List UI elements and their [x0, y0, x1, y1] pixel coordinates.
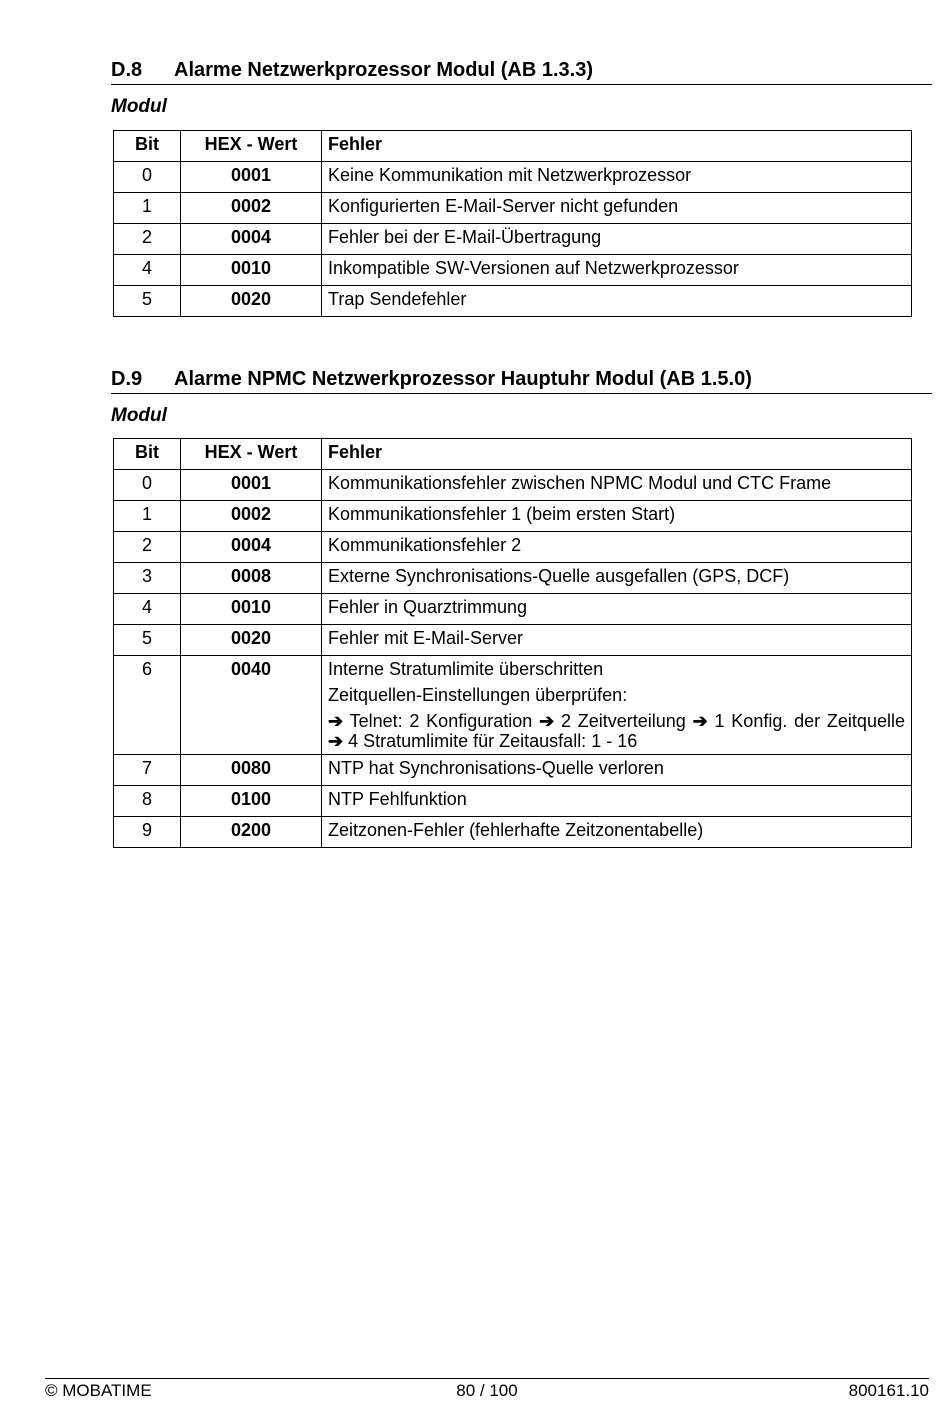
bit-cell: 9	[114, 817, 181, 848]
footer-copyright: © MOBATIME	[45, 1381, 152, 1400]
column-header-error: Fehler	[322, 131, 912, 162]
hex-cell: 0010	[181, 255, 322, 286]
bit-cell: 4	[114, 255, 181, 286]
arrow-right-icon: ➔	[328, 711, 344, 731]
error-cell: Fehler bei der E-Mail-Übertragung	[322, 224, 912, 255]
hex-cell: 0080	[181, 755, 322, 786]
hex-cell: 0008	[181, 563, 322, 594]
hex-cell: 0100	[181, 786, 322, 817]
table-row	[114, 193, 912, 224]
error-cell: Kommunikationsfehler 2	[322, 532, 912, 563]
column-header-hex: HEX - Wert	[181, 131, 322, 162]
page-footer	[45, 1378, 929, 1401]
section-heading-d8	[111, 58, 932, 85]
bit-cell: 5	[114, 286, 181, 317]
error-cell: Konfigurierten E-Mail-Server nicht gefunden	[322, 193, 912, 224]
column-header-bit: Bit	[114, 439, 181, 470]
table-row	[114, 563, 912, 594]
table-header-row	[114, 131, 912, 162]
section-title: Alarme NPMC Netzwerkprozessor Hauptuhr Modul (AB 1.5.0)	[174, 368, 752, 390]
error-cell: Kommunikationsfehler zwischen NPMC Modul und CTC Frame	[322, 470, 912, 501]
hex-cell: 0004	[181, 224, 322, 255]
hex-cell: 0002	[181, 193, 322, 224]
table-row	[114, 286, 912, 317]
hex-cell: 0001	[181, 162, 322, 193]
table-row	[114, 625, 912, 656]
table-row	[114, 255, 912, 286]
table-row	[114, 755, 912, 786]
bit-cell: 2	[114, 224, 181, 255]
subheading-modul: Modul	[111, 96, 167, 117]
hex-cell: 0004	[181, 532, 322, 563]
error-cell: Zeitzonen-Fehler (fehlerhafte Zeitzonentabelle)	[322, 817, 912, 848]
table-row	[114, 532, 912, 563]
table-row	[114, 594, 912, 625]
section-number: D.9	[111, 368, 143, 390]
table-row	[114, 786, 912, 817]
error-cell: Keine Kommunikation mit Netzwerkprozessor	[322, 162, 912, 193]
error-cell: NTP Fehlfunktion	[322, 786, 912, 817]
error-text: Interne Stratumlimite überschritten	[328, 659, 604, 679]
column-header-hex: HEX - Wert	[181, 439, 322, 470]
hex-cell: 0010	[181, 594, 322, 625]
error-cell: Externe Synchronisations-Quelle ausgefallen (GPS, DCF)	[322, 563, 912, 594]
hex-cell: 0002	[181, 501, 322, 532]
path-step: 1 Konfig. der Zeitquelle	[714, 711, 905, 731]
section-heading-d9	[111, 367, 932, 394]
alarm-table-d8	[113, 130, 912, 317]
bit-cell: 3	[114, 563, 181, 594]
subheading-modul: Modul	[111, 405, 167, 426]
error-cell: Inkompatible SW-Versionen auf Netzwerkprozessor	[322, 255, 912, 286]
instruction-note: Zeitquellen-Einstellungen überprüfen:	[328, 685, 628, 705]
table-row	[114, 162, 912, 193]
bit-cell: 7	[114, 755, 181, 786]
bit-cell: 6	[114, 656, 181, 755]
error-cell: Trap Sendefehler	[322, 286, 912, 317]
bit-cell: 2	[114, 532, 181, 563]
bit-cell: 1	[114, 193, 181, 224]
bit-cell: 4	[114, 594, 181, 625]
hex-cell: 0020	[181, 286, 322, 317]
section-title: Alarme Netzwerkprozessor Modul (AB 1.3.3)	[174, 59, 593, 81]
table-row	[114, 224, 912, 255]
table-row	[114, 501, 912, 532]
table-row	[114, 817, 912, 848]
hex-cell: 0001	[181, 470, 322, 501]
table-header-row	[114, 439, 912, 470]
column-header-bit: Bit	[114, 131, 181, 162]
error-cell: NTP hat Synchronisations-Quelle verloren	[322, 755, 912, 786]
hex-cell: 0020	[181, 625, 322, 656]
path-step: Telnet: 2 Konfiguration	[349, 711, 533, 731]
error-cell: Kommunikationsfehler 1 (beim ersten Start)	[322, 501, 912, 532]
bit-cell: 0	[114, 470, 181, 501]
column-header-error: Fehler	[322, 439, 912, 470]
section-number: D.8	[111, 59, 143, 81]
instruction-path	[328, 711, 905, 751]
bit-cell: 8	[114, 786, 181, 817]
bit-cell: 0	[114, 162, 181, 193]
arrow-right-icon: ➔	[692, 711, 708, 731]
path-step: 2 Zeitverteilung	[560, 711, 686, 731]
error-cell: Fehler in Quarztrimmung	[322, 594, 912, 625]
bit-cell: 5	[114, 625, 181, 656]
footer-document-number: 800161.10	[848, 1381, 929, 1400]
path-step: 4 Stratumlimite für Zeitausfall: 1 - 16	[348, 731, 638, 751]
arrow-right-icon: ➔	[328, 731, 344, 751]
error-cell	[322, 656, 912, 755]
error-cell: Fehler mit E-Mail-Server	[322, 625, 912, 656]
arrow-right-icon: ➔	[539, 711, 555, 731]
hex-cell: 0040	[181, 656, 322, 755]
bit-cell: 1	[114, 501, 181, 532]
hex-cell: 0200	[181, 817, 322, 848]
footer-page-number: 80 / 100	[456, 1381, 518, 1400]
table-row	[114, 656, 912, 755]
table-row	[114, 470, 912, 501]
alarm-table-d9	[113, 438, 912, 848]
